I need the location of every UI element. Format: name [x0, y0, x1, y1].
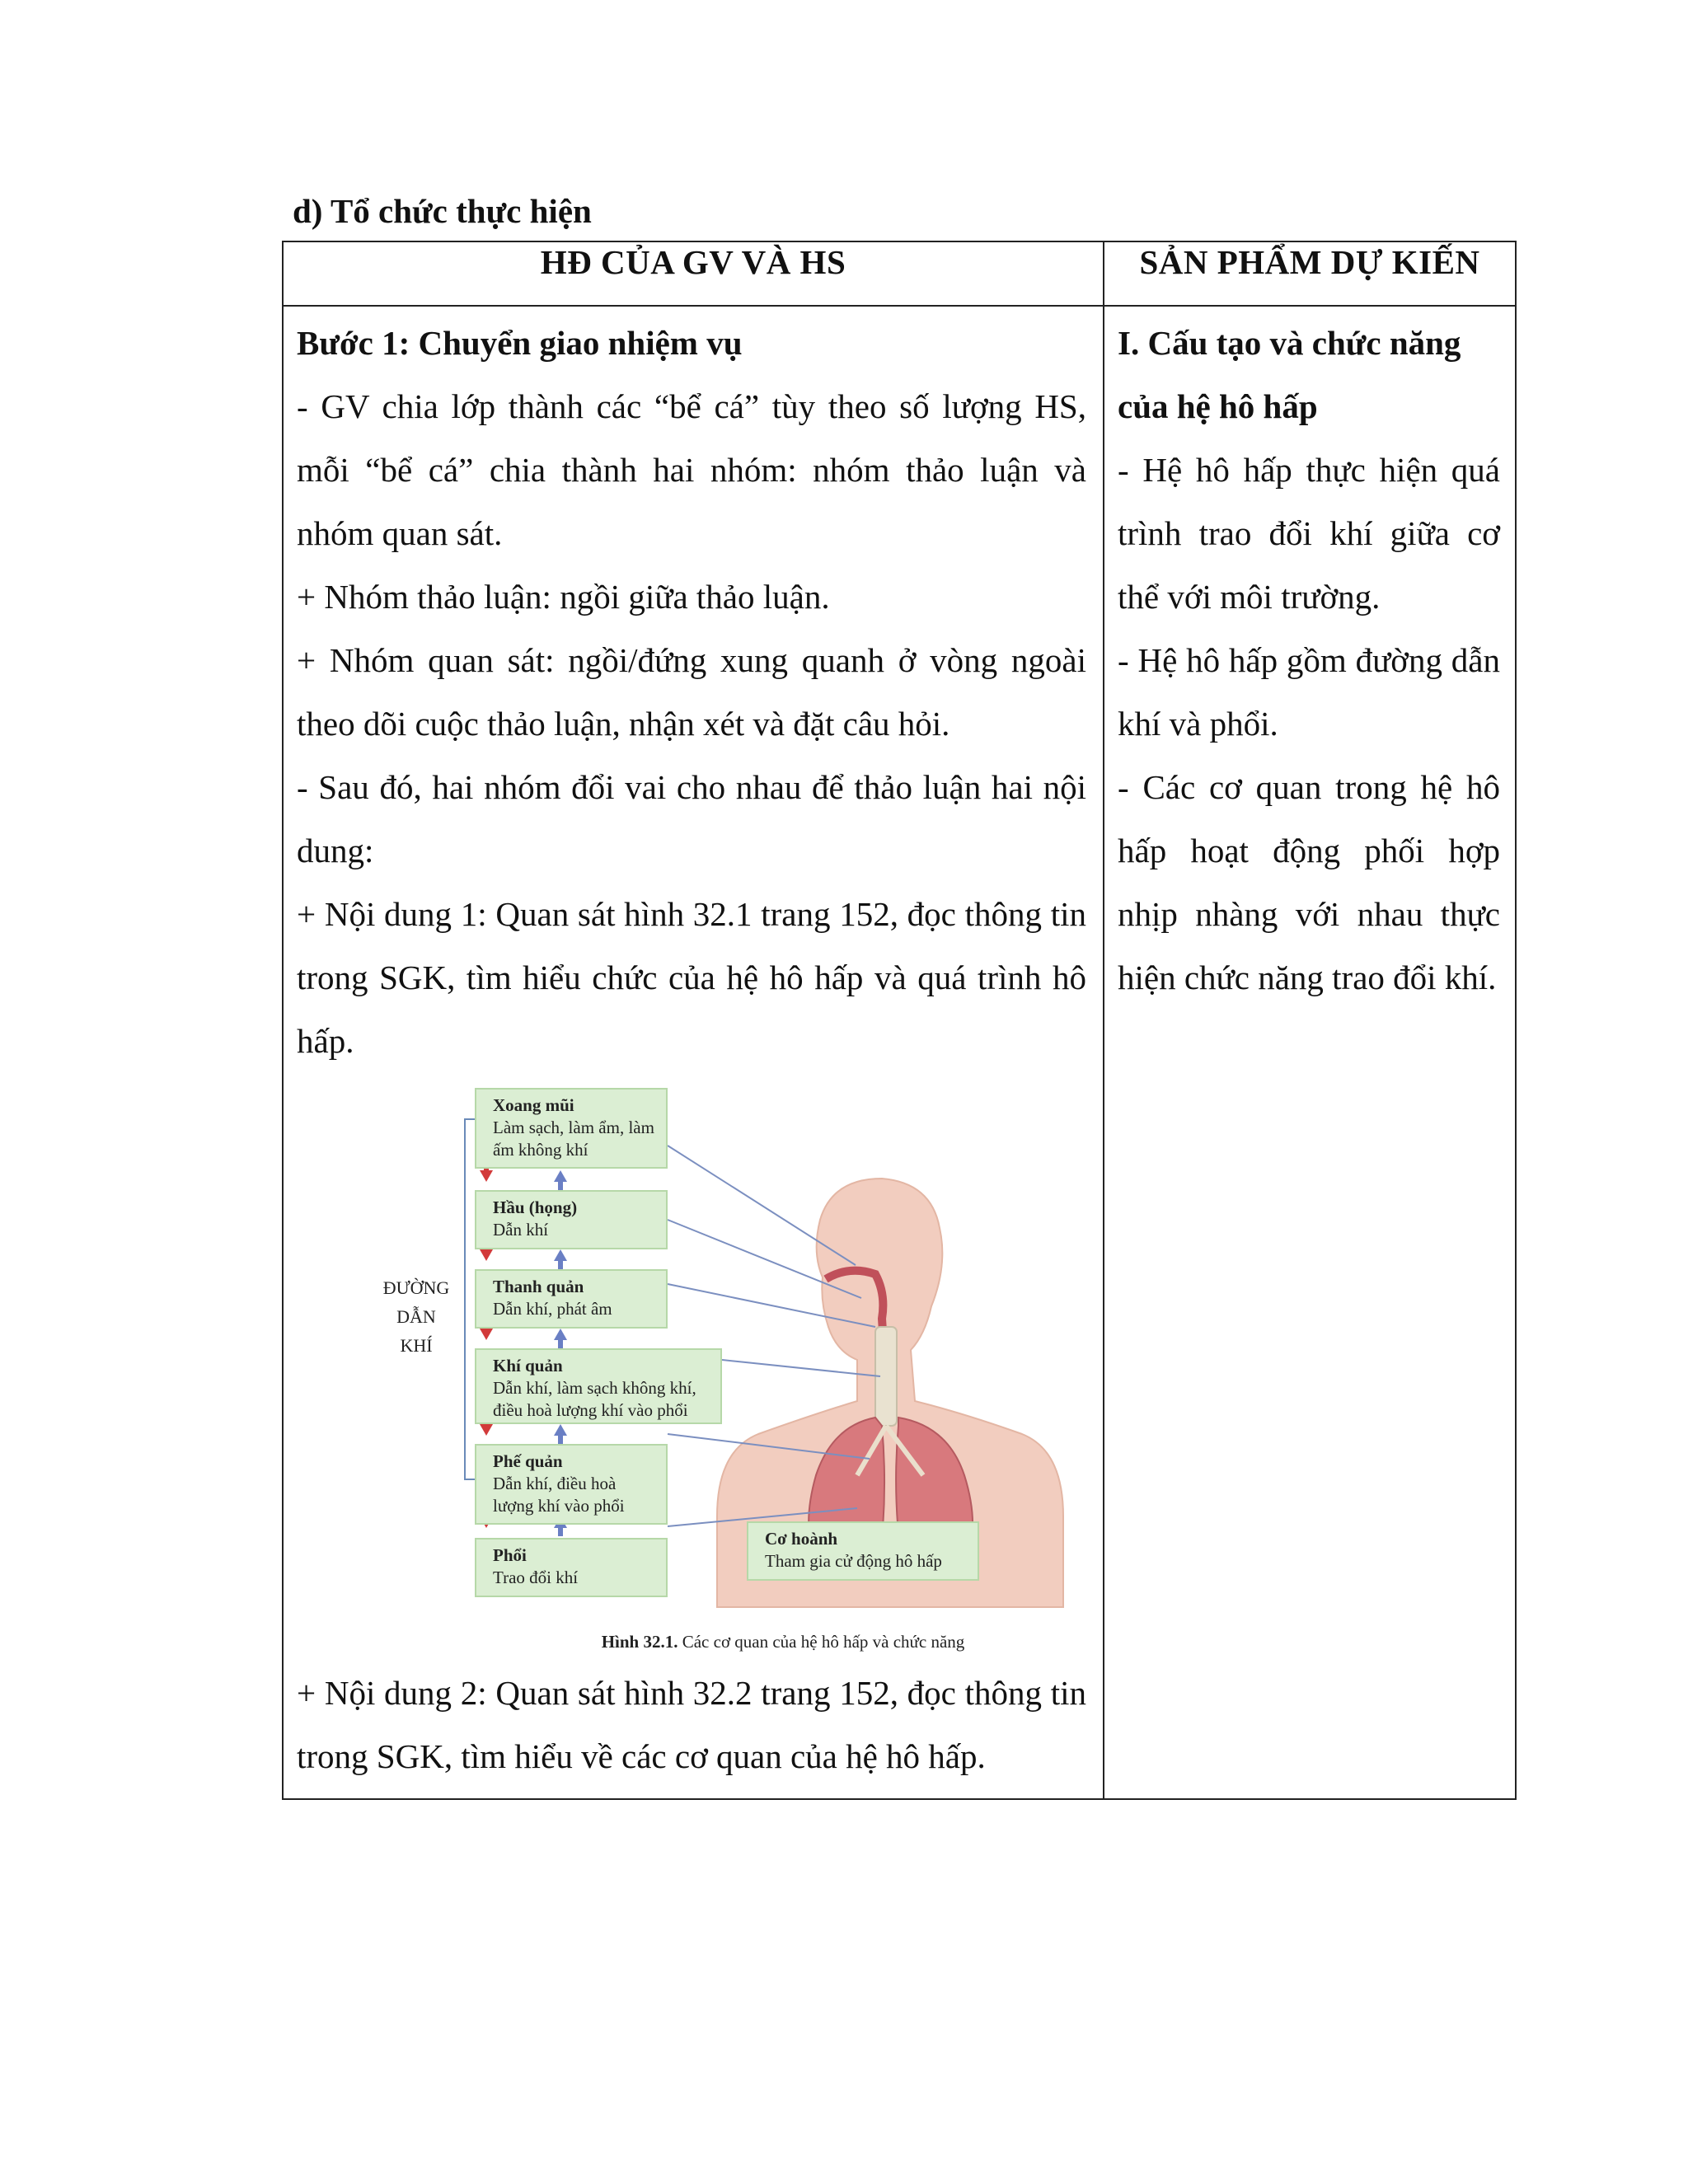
- table-row: [283, 306, 1516, 1799]
- paragraph: - Sau đó, hai nhóm đổi vai cho nhau để thảo luận hai nội dung:: [297, 768, 1086, 869]
- column-header-activities: HĐ CỦA GV VÀ HS: [283, 241, 1104, 306]
- section-heading: d) Tổ chức thực hiện: [293, 192, 592, 230]
- organ-box-pharynx: Hầu (họng) Dẫn khí: [475, 1190, 668, 1249]
- organ-box-diaphragm: Cơ hoành Tham gia cử động hô hấp: [747, 1521, 979, 1581]
- organ-box-bronchi: Phế quản Dẫn khí, điều hoà lượng khí vào phổi: [475, 1444, 668, 1525]
- paragraph: + Nhóm thảo luận: ngồi giữa thảo luận.: [297, 578, 830, 616]
- respiratory-system-figure: [371, 1088, 1187, 1657]
- organ-box-larynx: Thanh quản Dẫn khí, phát âm: [475, 1269, 668, 1329]
- paragraph: - Hệ hô hấp gồm đường dẫn khí và phổi.: [1118, 641, 1500, 743]
- column-header-products: SẢN PHẨM DỰ KIẾN: [1104, 241, 1516, 306]
- step-title: Bước 1: Chuyển giao nhiệm vụ: [297, 324, 743, 362]
- activities-cell: [283, 306, 1104, 1799]
- airway-side-label: ĐƯỜNG DẪN KHÍ: [382, 1277, 450, 1356]
- table-header-row: [283, 241, 1516, 306]
- paragraph: + Nhóm quan sát: ngồi/đứng xung quanh ở vòng ngoài theo dõi cuộc thảo luận, nhận xét và đặt câu hỏi.: [297, 641, 1086, 743]
- paragraph: - Hệ hô hấp thực hiện quá trình trao đổi khí giữa cơ thể với môi trường.: [1118, 451, 1500, 616]
- paragraph: - Các cơ quan trong hệ hô hấp hoạt động phối hợp nhịp nhàng với nhau thực hiện chức năng trao đổi khí.: [1118, 768, 1500, 996]
- product-title: I. Cấu tạo và chức năng của hệ hô hấp: [1118, 324, 1461, 425]
- paragraph: + Nội dung 1: Quan sát hình 32.1 trang 152, đọc thông tin trong SGK, tìm hiểu chức của hệ hô hấp và quá trình hô hấp.: [297, 895, 1086, 1060]
- organ-box-nasal-cavity: Xoang mũi Làm sạch, làm ẩm, làm ấm không khí: [475, 1088, 668, 1169]
- activity-table: [282, 241, 1517, 1800]
- paragraph: - GV chia lớp thành các “bể cá” tùy theo số lượng HS, mỗi “bể cá” chia thành hai nhóm: nhóm thảo luận và nhóm quan sát.: [297, 387, 1086, 552]
- organ-box-lungs: Phổi Trao đổi khí: [475, 1538, 668, 1597]
- organ-box-trachea: Khí quản Dẫn khí, làm sạch không khí, điều hoà lượng khí vào phổi: [475, 1348, 722, 1424]
- paragraph: + Nội dung 2: Quan sát hình 32.2 trang 152, đọc thông tin trong SGK, tìm hiểu về các cơ quan của hệ hô hấp.: [297, 1674, 1086, 1775]
- figure-caption: Hình 32.1. Các cơ quan của hệ hô hấp và chức năng: [601, 1632, 965, 1652]
